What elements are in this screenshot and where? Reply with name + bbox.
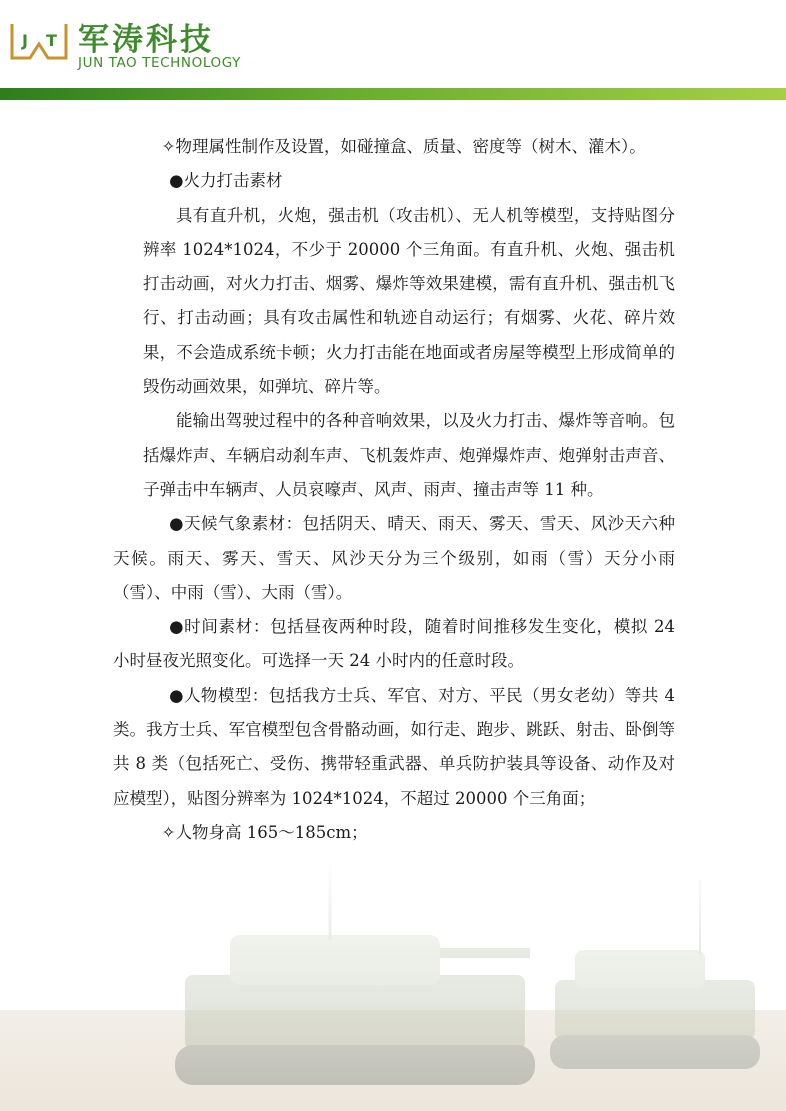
document-body	[113, 130, 675, 850]
company-name-en: JUN TAO TECHNOLOGY	[78, 55, 241, 71]
header-divider-bar	[0, 88, 786, 100]
paragraph-height: ✧人物身高 165～185cm；	[161, 822, 368, 842]
svg-text:J: J	[22, 31, 28, 50]
paragraph-weather: ●天候气象素材：包括阴天、晴天、雨天、雾天、雪天、风沙天六种天候。雨天、雾天、雪天、风沙天分为三个级别，如雨（雪）天分小雨（雪）、中雨（雪）、大雨（雪）。	[113, 514, 675, 602]
heading-fire-strike: ●火力打击素材	[169, 171, 283, 191]
company-name-cn: 军涛科技	[78, 22, 214, 58]
paragraph-physics: ✧物理属性制作及设置，如碰撞盒、质量、密度等（树木、灌木）。	[161, 137, 646, 156]
svg-text:T: T	[46, 31, 57, 50]
tank-background-image	[0, 860, 786, 1111]
paragraph-characters: ●人物模型：包括我方士兵、军官、对方、平民（男女老幼）等共 4 类。我方士兵、军官模型包含骨骼动画，如行走、跑步、跳跃、射击、卧倒等共 8 类（包括死亡、受伤、携带轻重武器、单兵防护装具等设备、动作及对应模型），贴图分辨率为 1024*1024，不超过 20000 个三角面；	[113, 685, 675, 808]
page-header	[0, 0, 786, 100]
paragraph-sound: 能输出驾驶过程中的各种音响效果，以及火力打击、爆炸等音响。包括爆炸声、车辆启动刹车声、飞机轰炸声、炮弹爆炸声、炮弹射击声音、子弹击中车辆声、人员哀嚎声、风声、雨声、撞击声等 11 种。	[143, 411, 675, 499]
paragraph-fire-strike: 具有直升机，火炮，强击机（攻击机）、无人机等模型，支持贴图分辨率 1024*1024，不少于 20000 个三角面。有直升机、火炮、强击机打击动画，对火力打击、烟雾、爆炸等效果建模，需有直升机、强击机飞行、打击动画；具有攻击属性和轨迹自动运行；有烟雾、火花、碎片效果，不会造成系统卡顿；火力打击能在地面或者房屋等模型上形成简单的毁伤动画效果，如弹坑、碎片等。	[143, 205, 675, 397]
company-logo-icon	[8, 18, 70, 70]
paragraph-time: ●时间素材：包括昼夜两种时段，随着时间推移发生变化，模拟 24 小时昼夜光照变化。可选择一天 24 小时内的任意时段。	[113, 617, 675, 671]
